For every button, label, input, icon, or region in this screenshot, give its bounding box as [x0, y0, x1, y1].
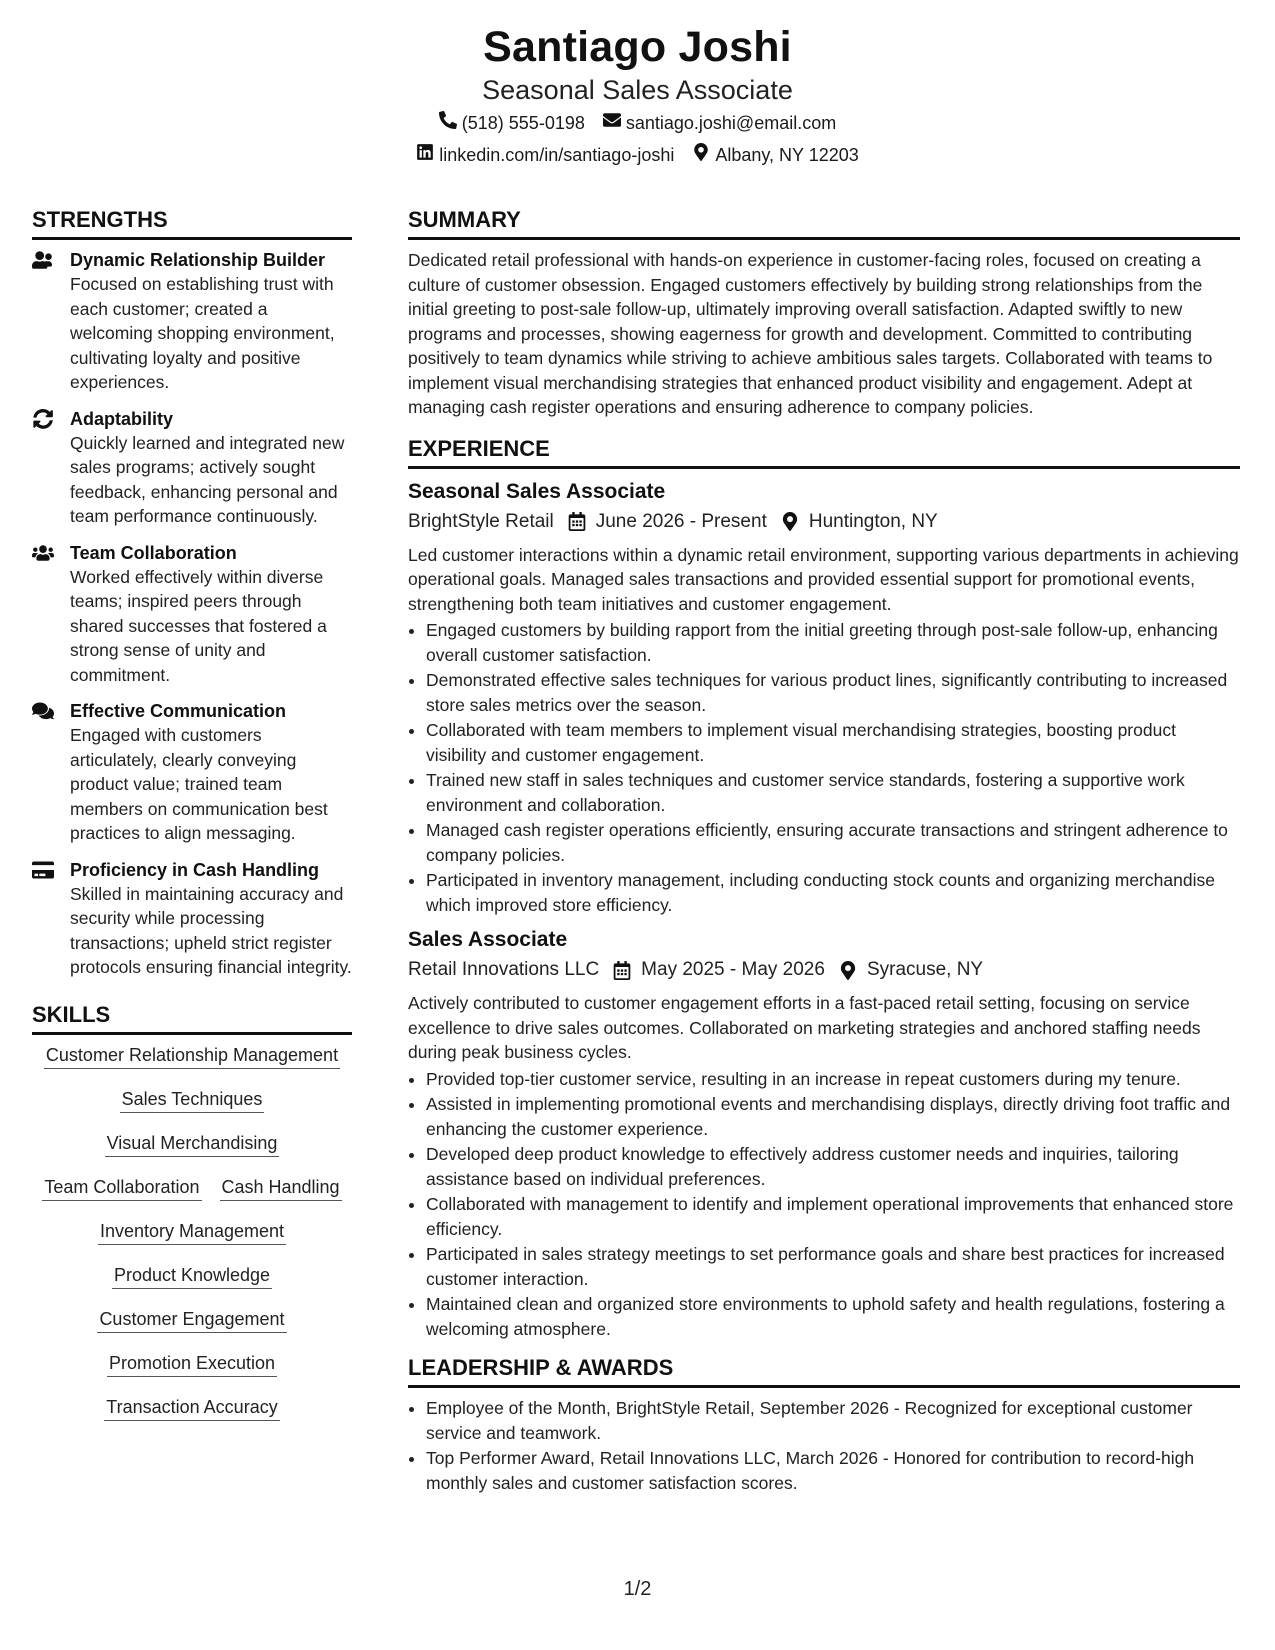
skill-tag: Team Collaboration: [42, 1175, 201, 1201]
skills-list: [32, 1043, 352, 1421]
page-number: 1/2: [623, 1578, 652, 1600]
awards-list: [408, 1396, 1240, 1495]
job-company: BrightStyle Retail: [408, 510, 554, 532]
job-bullet: • Maintained clean and organized store environments to uphold safety and health regulations, fostering a welcoming atmosphere.: [426, 1292, 1240, 1341]
strength-title: Team Collaboration: [70, 542, 237, 563]
job-bullet: • Engaged customers by building rapport from the initial greeting through post-sale follow-up, enhancing overall customer satisfaction.: [426, 618, 1240, 667]
job-title: Seasonal Sales Associate: [408, 479, 666, 503]
job-entry: [408, 925, 1240, 1341]
job-bullets: [408, 1067, 1240, 1342]
contact-location: [692, 139, 858, 171]
job-bullet: • Provided top-tier customer service, resulting in an increase in repeat customers during my tenure.: [426, 1067, 1240, 1092]
strengths-heading: STRENGTHS: [32, 205, 352, 240]
strength-item: [32, 407, 352, 529]
calendar-icon: [613, 961, 631, 980]
strength-title: Adaptability: [70, 408, 174, 429]
summary-text: Dedicated retail professional with hands-on experience in customer-facing roles, focused on creating a culture of customer obsession. Engaged customers effectively by building strong relationships from the initial greeting to post-sale follow-up, ultimately improving overall satisfaction. Adapted swiftly to new programs and processes, showing eagerness for growth and development. Committed to contributing positively to team dynamics while striving to achieve ambitious sales targets. Collaborated with teams to implement visual merchandising strategies that enhanced product visibility and engagement. Adept at managing cash register operations and ensuring adherence to company policies.: [408, 250, 1213, 417]
job-bullet: • Collaborated with team members to implement visual merchandising strategies, boosting product visibility and customer engagement.: [426, 718, 1240, 767]
job-company: Retail Innovations LLC: [408, 959, 600, 980]
skill-tag: Inventory Management: [98, 1219, 286, 1245]
left-column: [32, 205, 352, 1439]
award-item: • Top Performer Award, Retail Innovations LLC, March 2026 - Honored for contribution to record-high monthly sales and customer satisfaction scores.: [426, 1446, 1240, 1495]
location-text: Albany, NY 12203: [715, 145, 859, 165]
skill-tag: Customer Engagement: [97, 1307, 286, 1333]
job-bullet: • Collaborated with management to identify and implement operational improvements that enhanced store efficiency.: [426, 1192, 1240, 1241]
map-pin-icon: [781, 512, 799, 531]
contact-email[interactable]: [603, 107, 836, 139]
candidate-name: Santiago Joshi: [483, 23, 792, 71]
users-icon: [32, 257, 54, 274]
candidate-title: Seasonal Sales Associate: [482, 75, 793, 105]
group-icon: [32, 550, 54, 567]
skill-tag: Visual Merchandising: [105, 1131, 280, 1157]
strength-desc: Engaged with customers articulately, clearly conveying product value; trained team members on communication best practices to align messaging.: [70, 725, 328, 843]
job-dates: May 2025 - May 2026: [641, 959, 825, 980]
resume-header: [0, 22, 1275, 171]
contact-phone: [439, 107, 585, 139]
phone-text: (518) 555-0198: [461, 113, 585, 133]
job-title: Sales Associate: [408, 928, 568, 951]
job-location: Syracuse, NY: [866, 959, 984, 980]
job-bullet: • Managed cash register operations efficiently, ensuring accurate transactions and stringent adherence to company policies.: [426, 818, 1240, 867]
job-bullets: [408, 618, 1240, 917]
strength-title: Effective Communication: [70, 701, 287, 721]
contact-row-2: [0, 139, 1275, 171]
strength-title: Dynamic Relationship Builder: [70, 250, 326, 270]
job-dates: June 2026 - Present: [595, 510, 767, 532]
strength-title: Proficiency in Cash Handling: [70, 859, 320, 880]
map-pin-icon: [839, 961, 857, 980]
experience-heading: EXPERIENCE: [408, 434, 1240, 469]
skill-tag: Promotion Execution: [107, 1351, 277, 1377]
job-bullet: • Trained new staff in sales techniques and customer service standards, fostering a supportive work environment and collaboration.: [426, 768, 1240, 817]
skills-heading: SKILLS: [32, 1000, 352, 1035]
contact-row-1: [0, 107, 1275, 139]
skill-tag: Product Knowledge: [112, 1263, 272, 1289]
awards-heading: LEADERSHIP & AWARDS: [408, 1353, 1240, 1388]
job-bullet: • Participated in inventory management, including conducting stock counts and organizing merchandise which improved store efficiency.: [426, 868, 1240, 917]
strength-item: [32, 858, 352, 980]
linkedin-text[interactable]: linkedin.com/in/santiago-joshi: [439, 145, 675, 165]
credit-card-icon: [32, 867, 54, 884]
job-description: Led customer interactions within a dynamic retail environment, supporting various departments in achieving operational goals. Managed sales transactions and provided essential support for promotional events, strengthening both team initiatives and customer engagement.: [408, 544, 1239, 614]
strength-desc: Quickly learned and integrated new sales programs; actively sought feedback, enhancing personal and team performance continuously.: [70, 432, 345, 526]
contact-linkedin[interactable]: [416, 139, 674, 171]
job-meta: [408, 507, 1240, 537]
job-bullet: • Participated in sales strategy meetings to set performance goals and share best practices for increased customer interaction.: [426, 1242, 1240, 1291]
job-bullet: • Developed deep product knowledge to effectively address customer needs and inquiries, tailoring assistance based on individual preferences.: [426, 1142, 1240, 1191]
award-item: • Employee of the Month, BrightStyle Retail, September 2026 - Recognized for exceptional customer service and teamwork.: [426, 1396, 1240, 1445]
phone-icon: [439, 107, 457, 139]
summary-heading: SUMMARY: [408, 205, 1240, 240]
job-location: Huntington, NY: [808, 510, 938, 532]
skill-tag: Transaction Accuracy: [104, 1395, 279, 1421]
strength-desc: Worked effectively within diverse teams; inspired peers through shared successes that fostered a strong sense of unity and commitment.: [70, 566, 327, 685]
calendar-icon: [568, 512, 586, 531]
refresh-icon: [32, 416, 54, 433]
map-pin-icon: [692, 139, 710, 171]
strength-item: [32, 541, 352, 688]
email-text[interactable]: santiago.joshi@email.com: [625, 113, 837, 133]
job-meta: [408, 955, 1240, 985]
job-bullet: • Assisted in implementing promotional events and merchandising displays, directly driving foot traffic and enhancing the customer experience.: [426, 1092, 1240, 1141]
skill-tag: Cash Handling: [220, 1175, 342, 1201]
job-bullet: • Demonstrated effective sales techniques for various product lines, significantly contributing to increased store sales metrics over the season.: [426, 668, 1240, 717]
strength-item: [32, 248, 352, 395]
job-description: Actively contributed to customer engagement efforts in a fast-paced retail setting, focusing on service excellence to drive sales outcomes. Collaborated on marketing strategies and anchored staffing needs during peak business cycles.: [408, 993, 1201, 1062]
linkedin-icon: [416, 139, 434, 171]
job-entry: [408, 477, 1240, 918]
strength-desc: Focused on establishing trust with each customer; created a welcoming shopping environment, cultivating loyalty and positive experiences.: [70, 274, 335, 392]
skill-tag: Sales Techniques: [120, 1087, 265, 1113]
strength-desc: Skilled in maintaining accuracy and security while processing transactions; upheld strict register protocols ensuring financial integrity.: [70, 883, 352, 977]
chat-icon: [32, 708, 54, 725]
strength-item: [32, 699, 352, 846]
skill-tag: Customer Relationship Management: [44, 1043, 340, 1069]
right-column: [408, 205, 1240, 1503]
envelope-icon: [603, 107, 621, 139]
